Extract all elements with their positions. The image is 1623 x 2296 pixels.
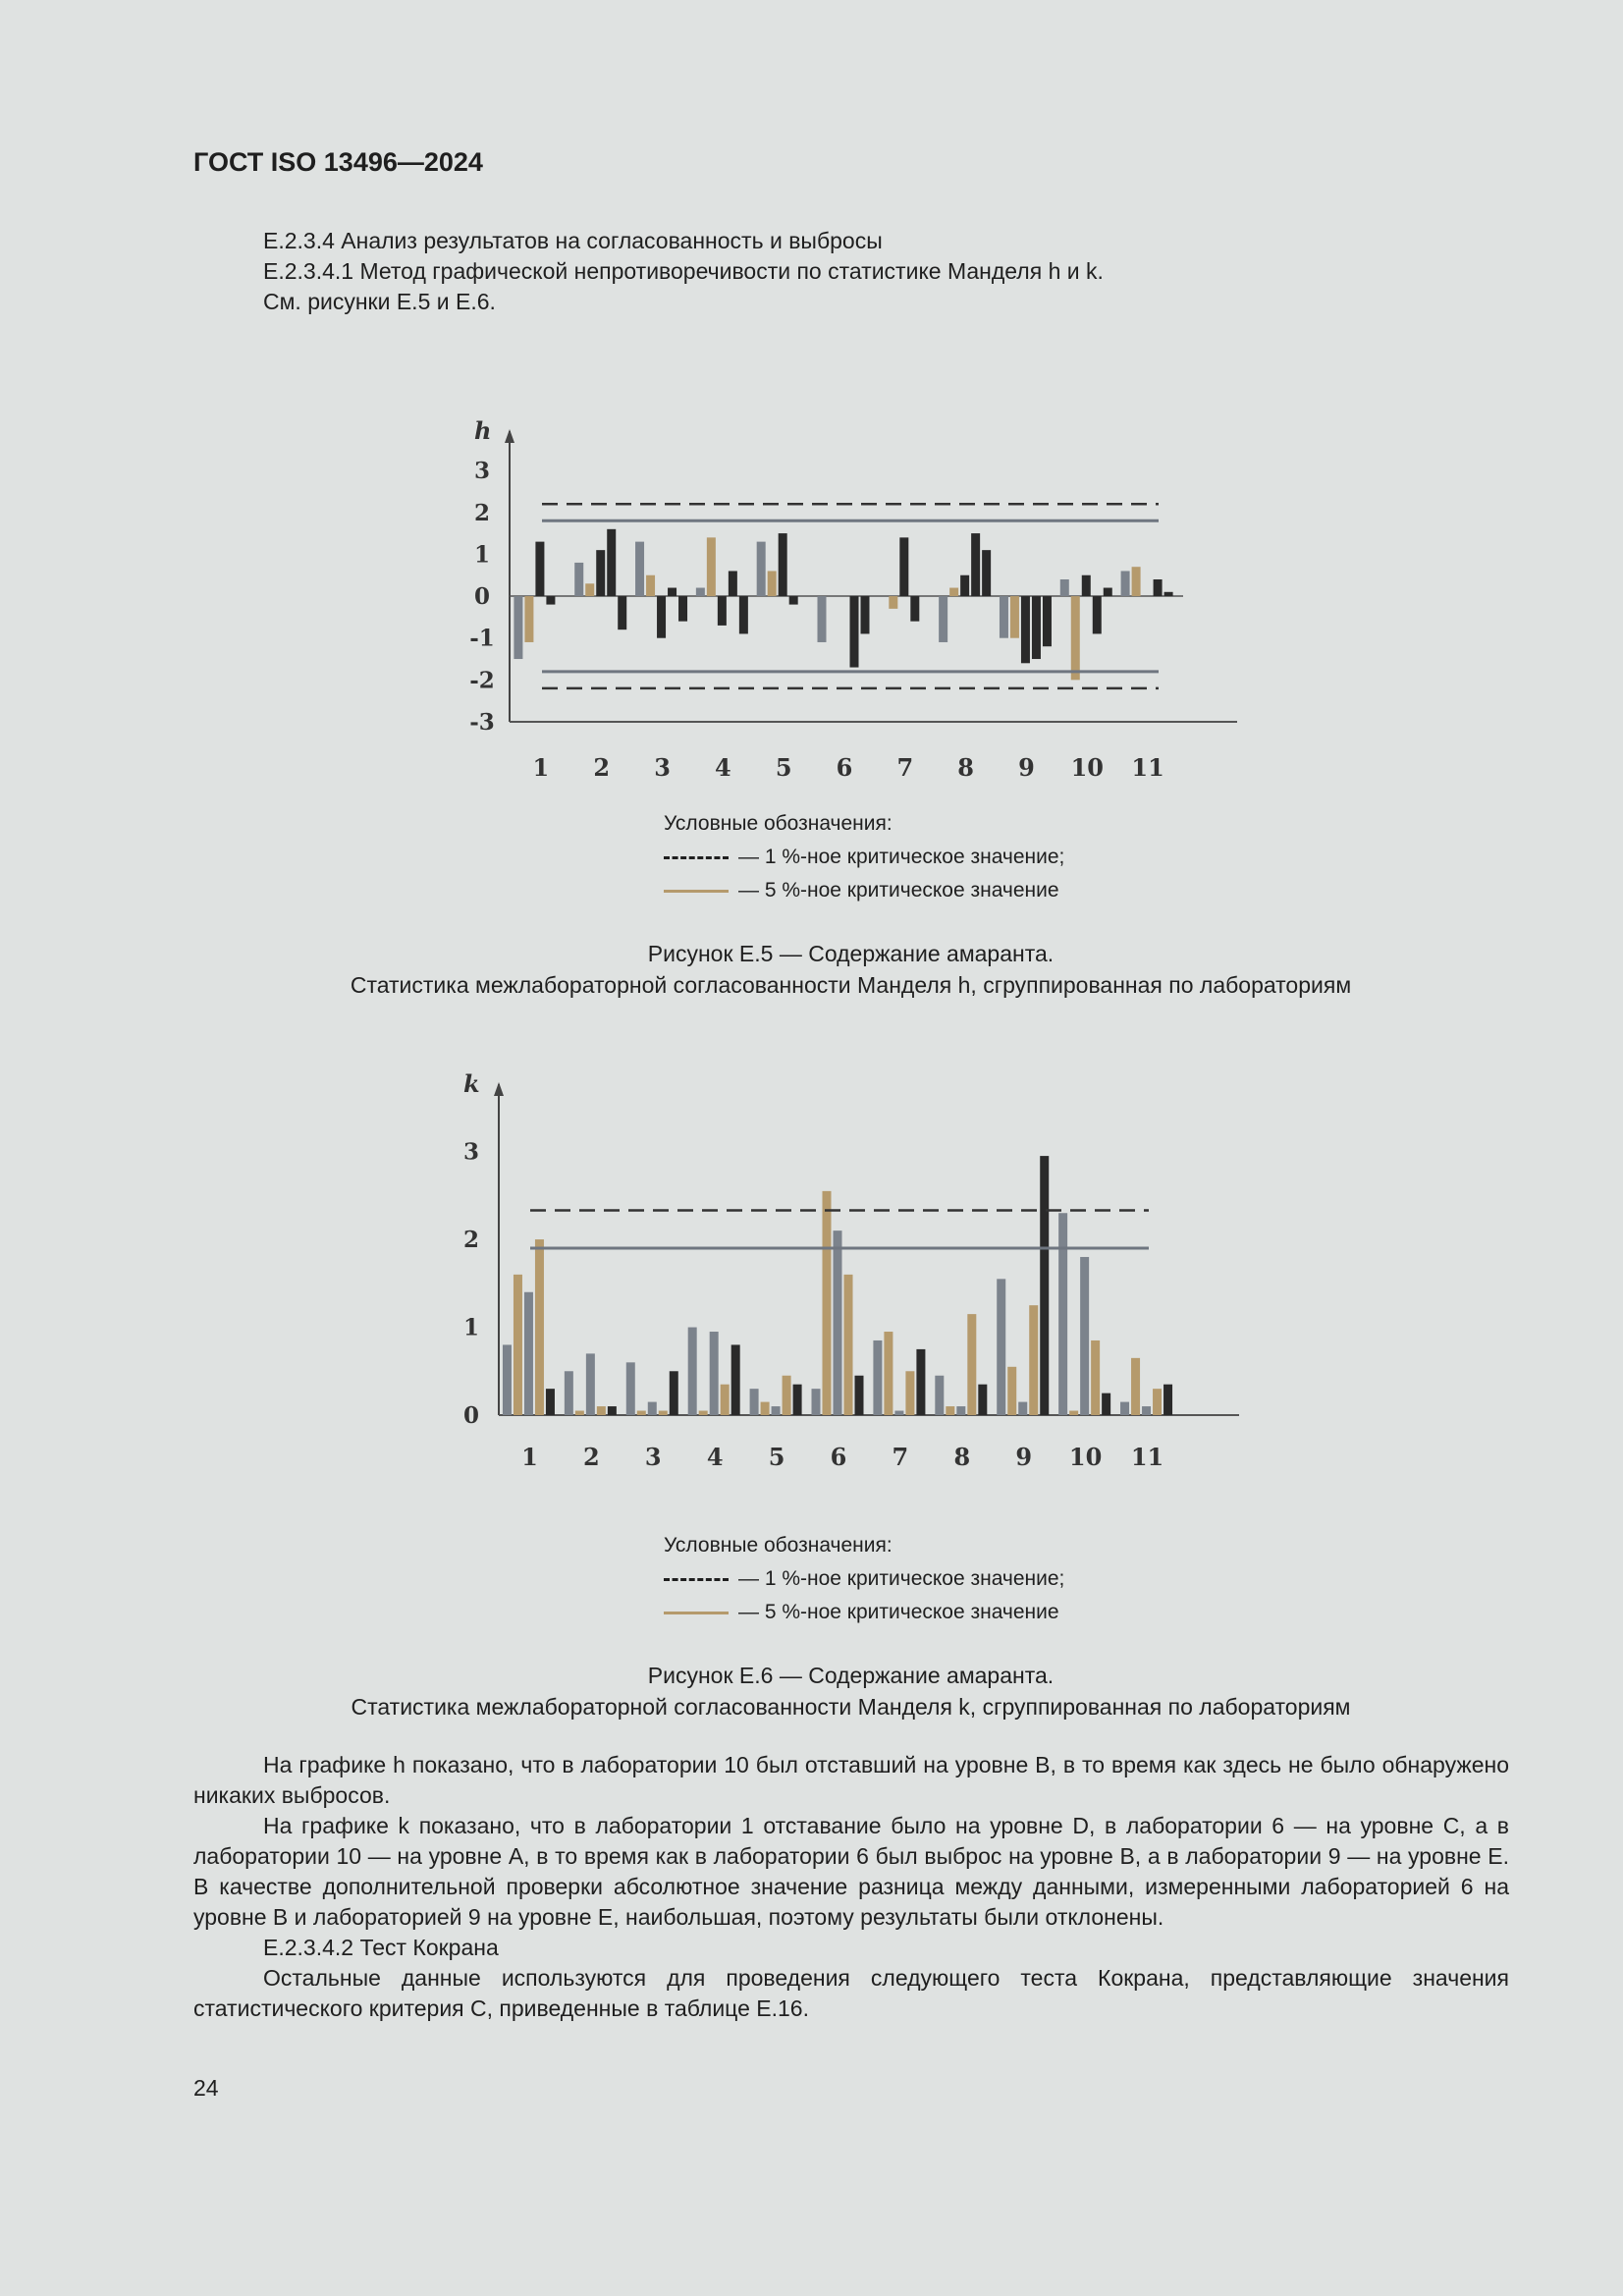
- bar: [1058, 1213, 1067, 1415]
- solid-line-swatch: [664, 1612, 729, 1614]
- paragraph-k-results: На графике k показано, что в лаборатории 1 отставание было на уровне D, в лаборатории 6 — на уровне C, а в лаборатории 10 — на уровне A, в то время как в лаборатории 6 был выброс на уровне B, а в лаборатории 9 — на уровне E. В качестве дополнительной проверки абсолютное значение разница между данными, измеренными лабораторией 6 на уровне B и лабораторией 9 на уровне E, наибольшая, поэтому результаты были отклонены.: [193, 1813, 1509, 1930]
- y-tick-label: 1: [473, 541, 491, 569]
- bar: [935, 1376, 944, 1415]
- document-header: ГОСТ ISO 13496—2024: [193, 147, 483, 177]
- y-tick-label: 1: [462, 1314, 480, 1341]
- bar: [834, 1230, 842, 1415]
- page-number: 24: [193, 2075, 219, 2101]
- bar: [1091, 1340, 1100, 1415]
- subsection-heading: E.2.3.4.1 Метод графической непротиворечивости по статистике Манделя h и k.: [263, 258, 1104, 284]
- body-text: [193, 1750, 1509, 2024]
- bar: [939, 596, 947, 642]
- x-tick-label: 5: [768, 1443, 785, 1471]
- bar: [575, 1411, 584, 1415]
- bar: [1131, 1358, 1140, 1415]
- bar: [524, 1292, 533, 1415]
- paragraph-cochran: Остальные данные используются для проведения следующего теста Кокрана, представляющие значения статистического критерия C, приведенные в таблице E.16.: [193, 1965, 1509, 2021]
- bar: [546, 596, 555, 605]
- bar: [1040, 1156, 1049, 1415]
- bar: [586, 1353, 595, 1415]
- bar: [997, 1279, 1005, 1415]
- bar: [696, 588, 705, 597]
- x-tick-label: 3: [644, 1443, 662, 1471]
- bar: [1060, 579, 1069, 596]
- bar: [721, 1385, 730, 1415]
- legend-item-1pct: — 1 %-ное критическое значение;: [738, 846, 1065, 868]
- x-tick-label: 10: [1068, 1443, 1103, 1471]
- x-tick-label: 9: [1018, 753, 1035, 782]
- bar: [812, 1389, 821, 1415]
- section-heading: E.2.3.4 Анализ результатов на согласованность и выбросы: [263, 228, 883, 253]
- bar: [524, 596, 533, 642]
- legend-title: Условные обозначения:: [664, 1534, 893, 1557]
- bar: [1043, 596, 1052, 646]
- bar: [1080, 1257, 1089, 1415]
- bar: [1007, 1367, 1016, 1415]
- bar: [710, 1332, 719, 1415]
- bar: [844, 1275, 853, 1415]
- legend-item-1pct: — 1 %-ное критическое значение;: [738, 1567, 1065, 1590]
- x-tick-label: 8: [957, 753, 974, 782]
- bar: [635, 542, 644, 596]
- bar: [894, 1411, 903, 1415]
- x-tick-label: 10: [1070, 753, 1104, 782]
- bar: [750, 1389, 759, 1415]
- figure5-caption: [0, 938, 1623, 1001]
- figure6-legend: [664, 1529, 1064, 1629]
- bar: [850, 596, 859, 668]
- bar: [668, 588, 676, 597]
- bar: [971, 533, 980, 596]
- bar: [1154, 579, 1163, 596]
- bar: [597, 1406, 606, 1415]
- bar: [608, 1406, 617, 1415]
- bar: [873, 1340, 882, 1415]
- y-tick-label: 0: [462, 1402, 480, 1429]
- bar: [960, 575, 969, 596]
- x-tick-label: 4: [706, 1443, 724, 1471]
- cochran-heading: E.2.3.4.2 Тест Кокрана: [263, 1935, 499, 1960]
- bar: [626, 1362, 635, 1415]
- bar: [535, 1239, 544, 1415]
- x-tick-label: 9: [1015, 1443, 1033, 1471]
- bar: [596, 550, 605, 596]
- bar: [1069, 1411, 1078, 1415]
- y-axis-label: h: [474, 416, 492, 445]
- dashed-line-swatch: [664, 856, 729, 859]
- bar: [607, 529, 616, 596]
- figure5-caption-title: Рисунок E.5 — Содержание амаранта.: [647, 941, 1055, 966]
- bar: [1093, 596, 1102, 633]
- bar: [884, 1332, 893, 1415]
- mandel-k-chart: [0, 1041, 1623, 1493]
- bar: [1102, 1394, 1110, 1415]
- figure5-legend: [664, 807, 1064, 907]
- bar: [967, 1314, 976, 1415]
- bar: [514, 1275, 522, 1415]
- x-tick-label: 11: [1130, 1443, 1164, 1471]
- legend-item-5pct: — 5 %-ное критическое значение: [738, 879, 1059, 902]
- bar: [1018, 1402, 1027, 1415]
- bar: [1000, 596, 1008, 638]
- bar: [1071, 596, 1080, 680]
- bar: [916, 1349, 925, 1415]
- bar: [855, 1376, 864, 1415]
- figure6-caption: [0, 1660, 1623, 1722]
- bar: [657, 596, 666, 638]
- legend-title: Условные обозначения:: [664, 812, 893, 835]
- bar: [659, 1411, 668, 1415]
- bar: [688, 1328, 697, 1415]
- x-tick-label: 1: [532, 753, 550, 782]
- bar: [618, 596, 626, 629]
- y-tick-label: 3: [462, 1138, 480, 1166]
- bar: [535, 542, 544, 596]
- figure-reference: См. рисунки E.5 и E.6.: [263, 289, 496, 314]
- bar: [670, 1371, 678, 1415]
- bar: [739, 596, 748, 633]
- solid-line-swatch: [664, 890, 729, 893]
- bar: [1120, 1402, 1129, 1415]
- y-axis-arrow: [505, 429, 514, 443]
- bar: [982, 550, 991, 596]
- bar: [574, 563, 583, 596]
- dashed-line-swatch: [664, 1578, 729, 1581]
- bar: [956, 1406, 965, 1415]
- bar: [1142, 1406, 1151, 1415]
- bar: [779, 533, 787, 596]
- bar: [889, 596, 897, 609]
- bar: [910, 596, 919, 622]
- bar: [757, 542, 766, 596]
- bar: [1164, 592, 1173, 596]
- bar: [949, 588, 958, 597]
- bar: [783, 1376, 791, 1415]
- bar: [823, 1191, 832, 1415]
- y-tick-label: 2: [462, 1227, 480, 1254]
- bar: [707, 537, 716, 596]
- bar: [637, 1411, 646, 1415]
- y-tick-label: 0: [473, 583, 491, 611]
- y-tick-label: 3: [473, 458, 491, 485]
- bar: [761, 1402, 770, 1415]
- x-tick-label: 2: [593, 753, 611, 782]
- bar: [1121, 571, 1130, 596]
- bar: [861, 596, 870, 633]
- bar: [1021, 596, 1030, 663]
- figure5-caption-subtitle: Статистика межлабораторной согласованности Манделя h, сгруппированная по лабораториям: [350, 972, 1352, 998]
- mandel-h-chart: [0, 354, 1623, 1159]
- x-tick-label: 6: [830, 1443, 847, 1471]
- x-tick-label: 8: [953, 1443, 971, 1471]
- x-tick-label: 7: [896, 753, 914, 782]
- x-tick-label: 2: [583, 1443, 600, 1471]
- paragraph-h-results: На графике h показано, что в лаборатории 10 был отставший на уровне B, в то время как здесь не было обнаружено никаких выбросов.: [193, 1752, 1509, 1808]
- bar: [1163, 1385, 1172, 1415]
- bar: [772, 1406, 781, 1415]
- bar: [699, 1411, 708, 1415]
- y-tick-label: -1: [469, 625, 495, 652]
- bar: [678, 596, 687, 622]
- bar: [1082, 575, 1091, 596]
- bar: [768, 571, 777, 596]
- bar: [789, 596, 798, 605]
- legend-item-5pct: — 5 %-ное критическое значение: [738, 1601, 1059, 1623]
- x-tick-label: 3: [654, 753, 671, 782]
- bar: [978, 1385, 987, 1415]
- bar: [718, 596, 727, 626]
- x-tick-label: 7: [892, 1443, 909, 1471]
- bar: [729, 571, 737, 596]
- bar: [646, 575, 655, 596]
- bar: [818, 596, 827, 642]
- bar: [1029, 1305, 1038, 1415]
- figure6-caption-subtitle: Статистика межлабораторной согласованности Манделя k, сгруппированная по лабораториям: [351, 1694, 1351, 1720]
- bar: [1010, 596, 1019, 638]
- bar: [648, 1402, 657, 1415]
- bar: [793, 1385, 802, 1415]
- bar: [731, 1344, 740, 1415]
- y-tick-label: -3: [469, 709, 495, 736]
- bar: [1153, 1389, 1162, 1415]
- intro-text: [263, 226, 1104, 317]
- bar: [1132, 567, 1141, 596]
- y-axis-label: k: [463, 1069, 480, 1098]
- x-tick-label: 5: [775, 753, 792, 782]
- x-tick-label: 4: [715, 753, 731, 782]
- x-tick-label: 1: [521, 1443, 538, 1471]
- bar: [503, 1344, 512, 1415]
- y-axis-arrow: [494, 1082, 504, 1096]
- x-tick-label: 6: [836, 753, 853, 782]
- x-tick-label: 11: [1131, 753, 1164, 782]
- y-tick-label: 2: [473, 499, 491, 526]
- bar: [905, 1371, 914, 1415]
- bar: [899, 537, 908, 596]
- bar: [1104, 588, 1112, 597]
- bar: [946, 1406, 954, 1415]
- bar: [1032, 596, 1041, 659]
- figure6-caption-title: Рисунок E.6 — Содержание амаранта.: [647, 1663, 1055, 1688]
- bar: [546, 1389, 555, 1415]
- bar: [514, 596, 522, 659]
- y-tick-label: -2: [469, 667, 495, 694]
- bar: [585, 583, 594, 596]
- bar: [565, 1371, 573, 1415]
